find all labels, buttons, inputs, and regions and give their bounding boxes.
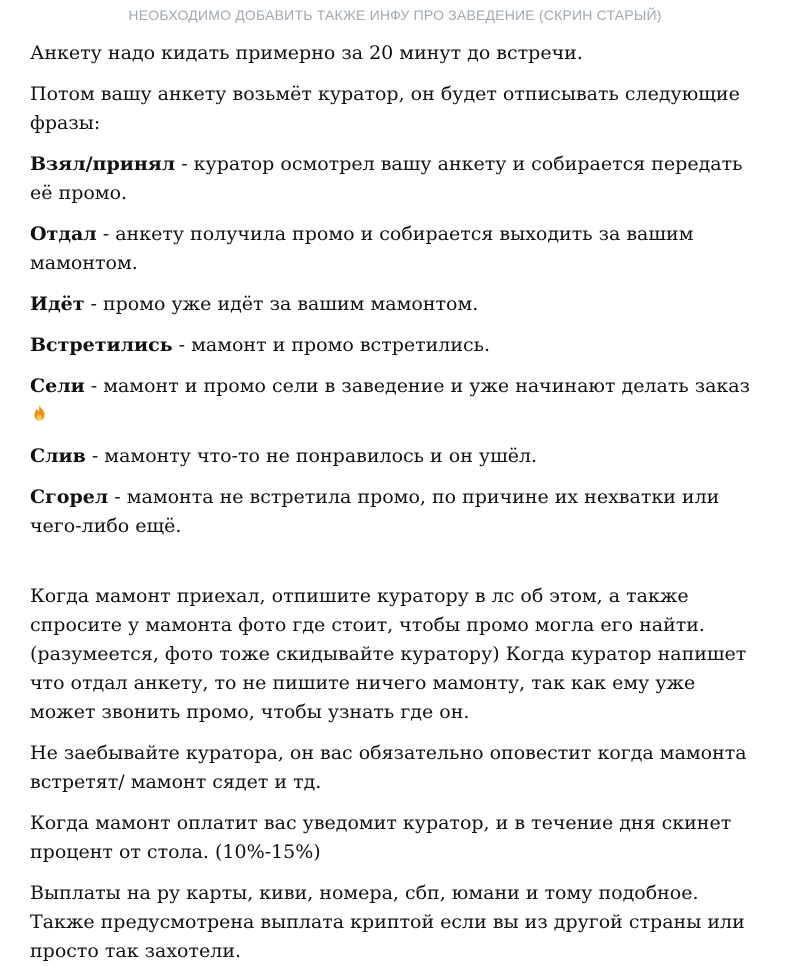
status-term: Слив <box>30 445 86 467</box>
status-term: Встретились <box>30 334 173 356</box>
status-description: - промо уже идёт за вашим мамонтом. <box>84 293 479 315</box>
status-line-met <box>30 331 760 360</box>
status-line-given <box>30 220 760 278</box>
payout-paragraph: Выплаты на ру карты, киви, номера, сбп, юмани и тому подобное. Также предусмотрена выплата криптой если вы из другой страны или просто так захотели. <box>30 882 745 962</box>
status-line-taken <box>30 150 760 208</box>
status-term: Сели <box>30 375 85 397</box>
status-term: Идёт <box>30 293 85 315</box>
status-term: Отдал <box>30 223 97 245</box>
status-description: - куратор осмотрел вашу анкету и собирается передать её промо. <box>30 153 743 204</box>
status-description: - мамонт и промо сели в заведение и уже начинают делать заказ <box>84 375 750 397</box>
status-description: - мамонт и промо встретились. <box>172 334 491 356</box>
curator-paragraph: Не заебывайте куратора, он вас обязательно оповестит когда мамонта встретят/ мамонт сядет и тд. <box>30 742 747 793</box>
status-line-going <box>30 290 760 319</box>
page-title: НЕОБХОДИМО ДОБАВИТЬ ТАКЖЕ ИНФУ ПРО ЗАВЕДЕНИЕ (СКРИН СТАРЫЙ) <box>128 7 662 23</box>
status-term: Взял/принял <box>30 153 176 175</box>
intro-paragraph-1: Анкету надо кидать примерно за 20 минут до встречи. <box>30 42 583 64</box>
status-description: - мамонту что-то не понравилось и он ушёл. <box>85 445 538 467</box>
status-description: - мамонта не встретила промо, по причине их нехватки или чего-либо ещё. <box>30 486 720 537</box>
intro-paragraph-2: Потом вашу анкету возьмёт куратор, он будет отписывать следующие фразы: <box>30 83 740 134</box>
status-line-drain <box>30 442 760 471</box>
arrival-paragraph: Когда мамонт приехал, отпишите куратору в лс об этом, а также спросите у мамонта фото где стоит, чтобы промо могла его найти. (разумеется, фото тоже скидывайте куратору) Когда куратор напишет что отдал анкету, то не пишите ничего мамонту, так как ему уже может звонить промо, чтобы узнать где он. <box>30 585 747 723</box>
fire-icon <box>30 405 49 424</box>
status-line-seated <box>30 372 760 430</box>
status-term: Сгорел <box>30 486 109 508</box>
payment-paragraph: Когда мамонт оплатит вас уведомит куратор, и в течение дня скинет процент от стола. (10%-15%) <box>30 812 732 863</box>
paragraph-spacer <box>30 553 760 582</box>
status-line-burned <box>30 483 760 541</box>
status-description: - анкету получила промо и собирается выходить за вашим мамонтом. <box>30 223 694 274</box>
